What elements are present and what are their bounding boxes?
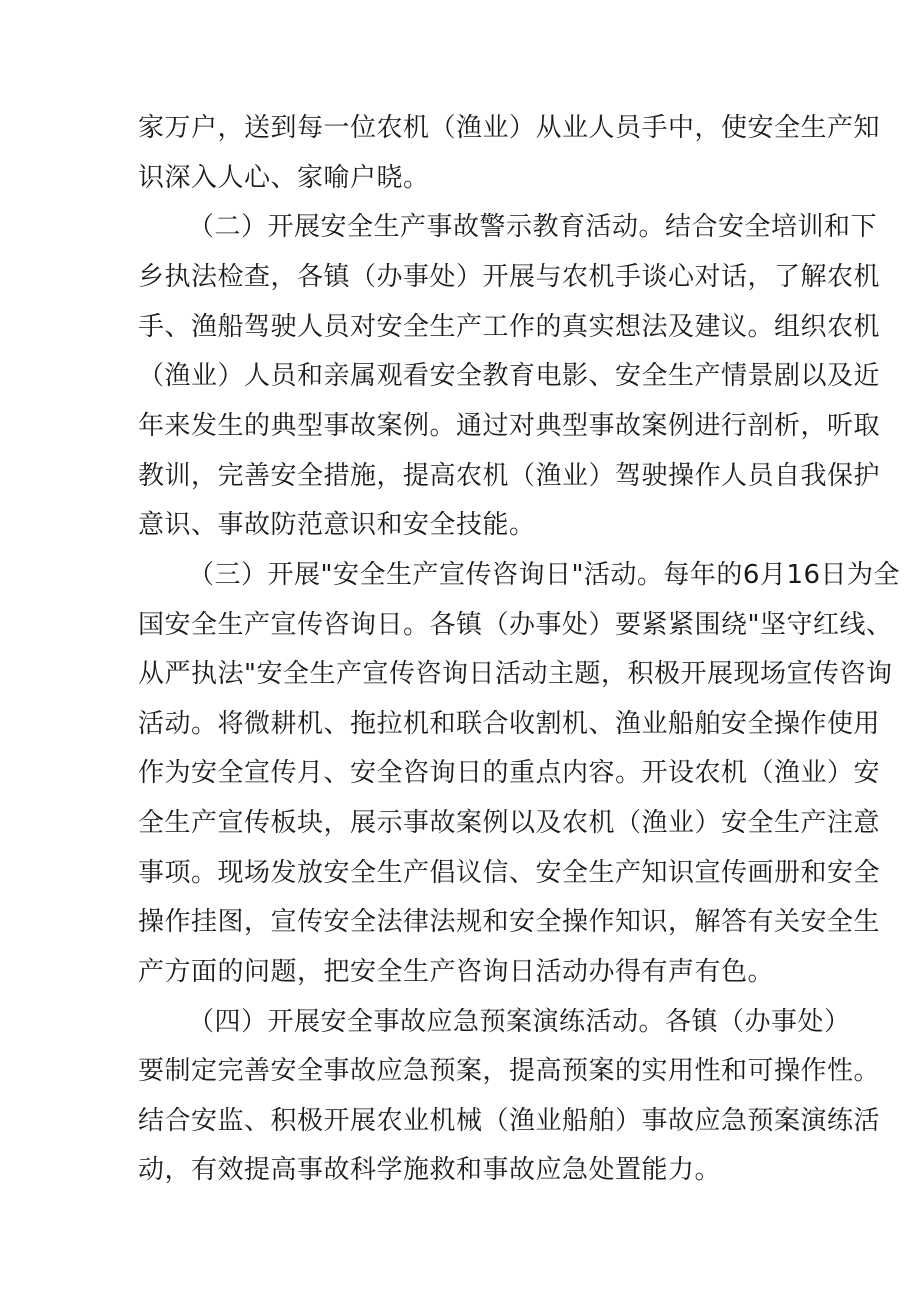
text-line: 活动。将微耕机、拖拉机和联合收割机、渔业船舶安全操作使用 [138, 709, 881, 739]
text-line: 年来发生的典型事故案例。通过对典型事故案例进行剖析，听取 [138, 411, 881, 441]
text-line: 识深入人心、家喻户晓。 [138, 163, 430, 193]
text-line: 操作挂图，宣传安全法律法规和安全操作知识，解答有关安全生 [138, 907, 881, 937]
text-line: 事项。现场发放安全生产倡议信、安全生产知识宣传画册和安全 [138, 858, 881, 888]
text-line: 全生产宣传板块，展示事故案例以及农机（渔业）安全生产注意 [138, 808, 881, 838]
text-line: 产方面的问题，把安全生产咨询日活动办得有声有色。 [138, 957, 775, 987]
text-line: 国安全生产宣传咨询日。各镇（办事处）要紧紧围绕"坚守红线、 [138, 610, 893, 640]
paragraph-start-line: （四）开展安全事故应急预案演练活动。各镇（办事处） [188, 1007, 851, 1037]
text-line: 作为安全宣传月、安全咨询日的重点内容。开设农机（渔业）安 [138, 758, 881, 788]
text-line: 从严执法"安全生产宣传咨询日活动主题，积极开展现场宣传咨询 [138, 659, 893, 689]
paragraph-start-line: （二）开展安全生产事故警示教育活动。结合安全培训和下 [188, 212, 878, 242]
text-line: 结合安监、积极开展农业机械（渔业船舶）事故应急预案演练活 [138, 1106, 881, 1136]
text-line: 动，有效提高事故科学施救和事故应急处置能力。 [138, 1155, 722, 1185]
text-line: 意识、事故防范意识和安全技能。 [138, 510, 536, 540]
text-line: （渔业）人员和亲属观看安全教育电影、安全生产情景剧以及近 [138, 361, 881, 391]
text-line: 教训，完善安全措施，提高农机（渔业）驾驶操作人员自我保护 [138, 461, 881, 491]
text-line: 乡执法检查，各镇（办事处）开展与农机手谈心对话，了解农机 [138, 262, 881, 292]
text-line: 要制定完善安全事故应急预案，提高预案的实用性和可操作性。 [138, 1056, 881, 1086]
text-line: 手、渔船驾驶人员对安全生产工作的真实想法及建议。组织农机 [138, 312, 881, 342]
paragraph-start-line: （三）开展"安全生产宣传咨询日"活动。每年的6月16日为全 [188, 560, 901, 590]
text-line: 家万户，送到每一位农机（渔业）从业人员手中，使安全生产知 [138, 113, 881, 143]
